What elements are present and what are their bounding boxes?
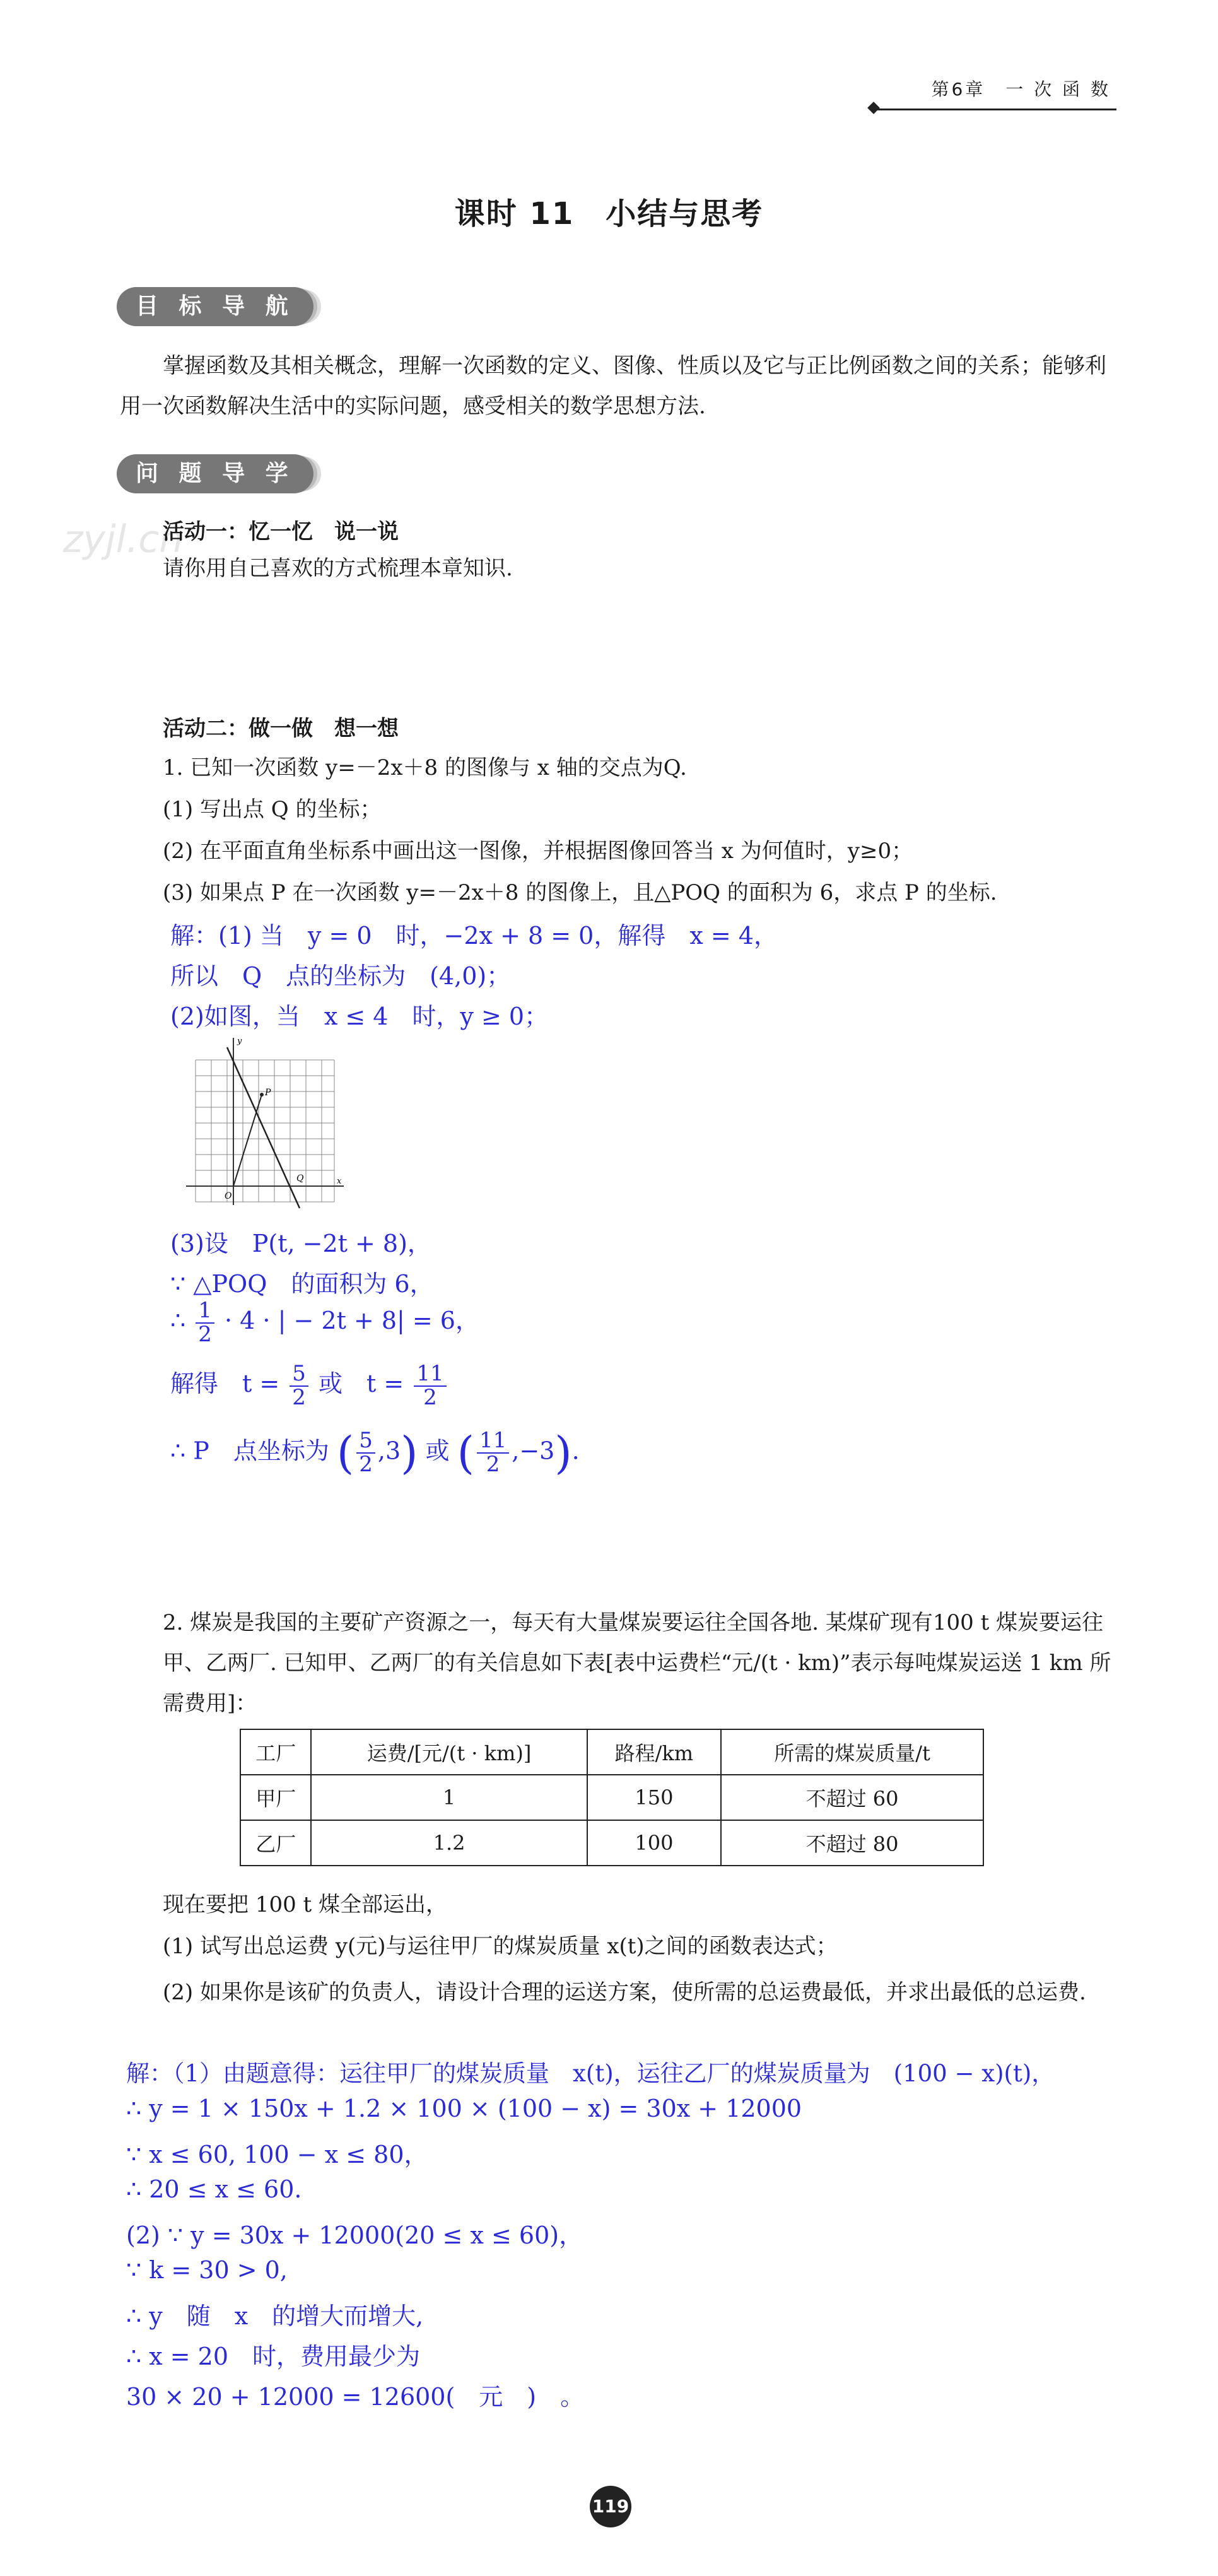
q1-answer-line3: (2)如图，当 x ≤ 4 时，y ≥ 0；: [170, 1003, 549, 1030]
graph-x-label: x: [337, 1177, 342, 1186]
table-header-row: [240, 1729, 983, 1775]
q1-part1: (1) 写出点 Q 的坐标；: [163, 797, 382, 822]
q2-stem: 2. 煤炭是我国的主要矿产资源之一，每天有大量煤炭要运往全国各地. 某煤矿现有100 t 煤炭要运往甲、乙两厂. 已知甲、乙两厂的有关信息如下表[表中运费栏“元/(t · km)”表示每吨煤炭运送 1 km 所需费用]：: [163, 1610, 1111, 1716]
activity1-title: 活动一：忆一忆 说一说: [163, 519, 399, 544]
header-diamond: [867, 102, 880, 114]
table-header-cell: 运费/[元/(t · km)]: [311, 1729, 587, 1775]
table-cell: 不超过 80: [721, 1820, 983, 1866]
q2-part2: (2) 如果你是该矿的负责人，请设计合理的运送方案，使所需的总运费最低，并求出最低的总运费.: [163, 1980, 1086, 2005]
q1-answer-line5: ∵ △POQ 的面积为 6，: [170, 1270, 434, 1298]
q2-part1: (1) 试写出总运费 y(元)与运往甲厂的煤炭质量 x(t)之间的函数表达式；: [163, 1934, 838, 1959]
q1-part3: (3) 如果点 P 在一次函数 y=－2x＋8 的图像上，且△POQ 的面积为 6，求点 P 的坐标.: [163, 880, 997, 905]
graph-y-label: y: [237, 1037, 242, 1046]
header-rule: [877, 109, 1116, 110]
watermark: zyjl.cn: [63, 517, 184, 562]
table-row: [240, 1775, 983, 1820]
q2-answer-line9: 30 × 20 + 12000 = 12600( 元 ) 。: [126, 2383, 585, 2411]
activity2-title: 活动二：做一做 想一想: [163, 716, 399, 741]
q1-answer-line7: 解得 t = $\frac{5}{2}$ 或 t = $\frac{11}{2}$: [170, 1363, 449, 1409]
q1-answer-line6: ∴ $\frac{1}{2}$ · 4 · | − 2t + 8| = 6，: [170, 1298, 479, 1347]
graph-p-label: P: [265, 1088, 271, 1098]
q1-graph: [183, 1035, 347, 1218]
q2-answer-line2: ∴ y = 1 × 150x + 1.2 × 100 × (100 − x) = 30x + 12000: [126, 2095, 802, 2122]
activity1-text: 请你用自己喜欢的方式梳理本章知识.: [163, 556, 513, 581]
q1-stem: 1. 已知一次函数 y=－2x＋8 的图像与 x 轴的交点为Q.: [163, 755, 687, 780]
q1-answer-line4: (3)设 P(t, −2t + 8)，: [170, 1230, 431, 1257]
table-row: [240, 1820, 983, 1866]
guide-badge: 问 题 导 学: [117, 454, 313, 493]
page-title: 课时 11 小结与思考: [454, 196, 764, 232]
q2-answer-line1: 解：（1）由题意得：运往甲厂的煤炭质量 x(t)，运往乙厂的煤炭质量为 (100 − x)(t)，: [126, 2060, 1055, 2087]
coal-table: [240, 1729, 984, 1866]
table-cell: 150: [587, 1775, 721, 1820]
table-header-cell: 路程/km: [587, 1729, 721, 1775]
q2-answer-line3: ∵ x ≤ 60, 100 − x ≤ 80，: [126, 2141, 428, 2168]
q2-answer-line8: ∴ x = 20 时，费用最少为: [126, 2343, 421, 2370]
q1-answer-line8: ∴ P 点坐标为 ( $\frac{5}{2}$ ,3) 或 ( $\frac{11}{2}$ ,−3).: [170, 1427, 580, 1479]
table-header-cell: 所需的煤炭质量/t: [721, 1729, 983, 1775]
goal-badge: 目 标 导 航: [117, 287, 313, 326]
page-number: 119: [590, 2486, 631, 2527]
table-cell: 1: [311, 1775, 587, 1820]
q2-answer-line4: ∴ 20 ≤ x ≤ 60.: [126, 2175, 302, 2203]
table-cell: 乙厂: [240, 1820, 311, 1866]
q1-answer-line1: 解：(1) 当 y = 0 时，−2x + 8 = 0，解得 x = 4，: [170, 922, 778, 950]
table-header-cell: 工厂: [240, 1729, 311, 1775]
goal-text: 掌握函数及其相关概念，理解一次函数的定义、图像、性质以及它与正比例函数之间的关系；能够利用一次函数解决生活中的实际问题，感受相关的数学思想方法.: [120, 353, 1106, 419]
graph-q-label: Q: [296, 1173, 304, 1184]
table-cell: 100: [587, 1820, 721, 1866]
q1-answer-line2: 所以 Q 点的坐标为 (4,0)；: [170, 962, 511, 990]
q2-answer-line7: ∴ y 随 x 的增大而增大,: [126, 2302, 424, 2330]
graph-origin-label: O: [225, 1191, 232, 1201]
table-cell: 1.2: [311, 1820, 587, 1866]
q1-part2: (2) 在平面直角坐标系中画出这一图像，并根据图像回答当 x 为何值时，y≥0；: [163, 838, 913, 864]
table-cell: 不超过 60: [721, 1775, 983, 1820]
chapter-header: 第6章 一 次 函 数: [931, 79, 1111, 100]
q2-answer-line5: (2) ∵ y = 30x + 12000(20 ≤ x ≤ 60)，: [126, 2221, 583, 2249]
table-cell: 甲厂: [240, 1775, 311, 1820]
q2-answer-line6: ∵ k = 30 > 0,: [126, 2256, 288, 2284]
q2-intro: 现在要把 100 t 煤全部运出，: [163, 1892, 447, 1917]
